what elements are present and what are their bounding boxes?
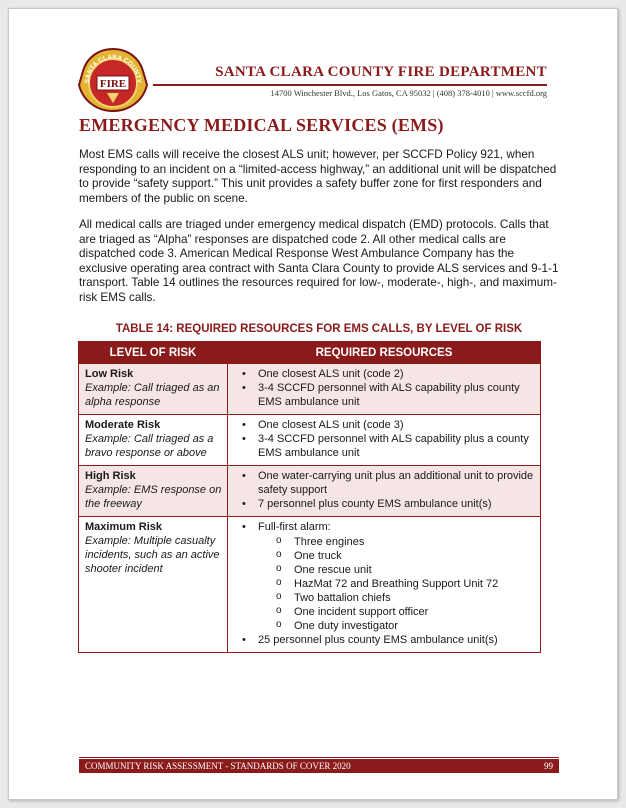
risk-cell (79, 517, 228, 653)
document-page (8, 8, 618, 800)
sub-resource-item: o Two battalion chiefs (258, 591, 535, 605)
resource-item: • One closest ALS unit (code 2) (234, 367, 535, 381)
risk-cell (79, 364, 228, 415)
resources-cell (228, 517, 541, 653)
logo-arc-text: SANTA CLARA COUNTY (83, 53, 143, 84)
resource-item: • One water-carrying unit plus an additional unit to provide safety support (234, 469, 535, 497)
resources-cell (228, 364, 541, 415)
table-row (79, 466, 541, 517)
header-required-resources: REQUIRED RESOURCES (228, 342, 541, 364)
sub-resource-item: o One truck (258, 549, 535, 563)
department-address: 14700 Winchester Blvd., Los Gatos, CA 95032 | (408) 378-4010 | www.sccfd.org (270, 88, 547, 98)
department-name: SANTA CLARA COUNTY FIRE DEPARTMENT (215, 64, 547, 80)
resource-item: • 7 personnel plus county EMS ambulance unit(s) (234, 497, 535, 511)
resource-item-label: Full-first alarm: (258, 521, 331, 533)
footer-title: COMMUNITY RISK ASSESSMENT - STANDARDS OF COVER 2020 (85, 761, 351, 771)
logo-center-text: FIRE (99, 78, 127, 90)
header-level-of-risk: LEVEL OF RISK (79, 342, 228, 364)
risk-example: Example: Call triaged as an alpha response (85, 382, 220, 408)
risk-example: Example: Call triaged as a bravo response or above (85, 433, 214, 459)
risk-cell (79, 466, 228, 517)
paragraph-emd-protocols: All medical calls are triaged under emergency medical dispatch (EMD) protocols. Calls that are triaged as “Alpha” responses are dispatched code 2. All other medical calls are dispatched code 3. American Medical Response West Ambulance Company has the exclusive operating area contract with Santa Clara County to provide ALS services and 9-1-1 transport. Table 14 outlines the resources required for low-, moderate-, high-, and maximum-risk EMS calls. (79, 218, 559, 304)
risk-level-name: Moderate Risk (85, 419, 161, 431)
table-header-row (79, 342, 541, 364)
table-row (79, 415, 541, 466)
sub-resource-item: o One rescue unit (258, 563, 535, 577)
resource-item-full-first-alarm (234, 520, 535, 633)
section-title: EMERGENCY MEDICAL SERVICES (EMS) (79, 115, 444, 135)
sub-resource-item: o One duty investigator (258, 619, 535, 633)
resource-item: • 3-4 SCCFD personnel with ALS capability plus a county EMS ambulance unit (234, 432, 535, 460)
footer-bar (79, 759, 559, 773)
resource-item: • One closest ALS unit (code 3) (234, 418, 535, 432)
header-rule (153, 84, 547, 86)
footer-rule (79, 757, 559, 758)
fire-department-logo (77, 47, 149, 113)
full-first-alarm-list (258, 535, 535, 633)
sub-resource-item: o HazMat 72 and Breathing Support Unit 72 (258, 577, 535, 591)
resource-item: • 3-4 SCCFD personnel with ALS capability plus county EMS ambulance unit (234, 381, 535, 409)
risk-level-name: High Risk (85, 470, 136, 482)
table-row (79, 517, 541, 653)
page-number: 99 (544, 761, 553, 771)
risk-example: Example: EMS response on the freeway (85, 484, 222, 510)
table-caption: TABLE 14: REQUIRED RESOURCES FOR EMS CALLS, BY LEVEL OF RISK (115, 323, 523, 335)
risk-level-name: Maximum Risk (85, 521, 163, 533)
risk-level-name: Low Risk (85, 368, 134, 380)
ems-resources-table (78, 341, 541, 653)
sub-resource-item: o One incident support officer (258, 605, 535, 619)
sub-resource-item: o Three engines (258, 535, 535, 549)
resources-cell (228, 466, 541, 517)
risk-example: Example: Multiple casualty incidents, such as an active shooter incident (85, 535, 220, 575)
table-row (79, 364, 541, 415)
paragraph-safety-support: Most EMS calls will receive the closest ALS unit; however, per SCCFD Policy 921, when responding to an incident on a “limited-access highway,” an additional unit will be dispatched to provide “safety support.” This unit provides a safety buffer zone for first responders and members of the public on scene. (79, 148, 557, 205)
resources-cell (228, 415, 541, 466)
resource-item: • 25 personnel plus county EMS ambulance unit(s) (234, 633, 535, 647)
risk-cell (79, 415, 228, 466)
